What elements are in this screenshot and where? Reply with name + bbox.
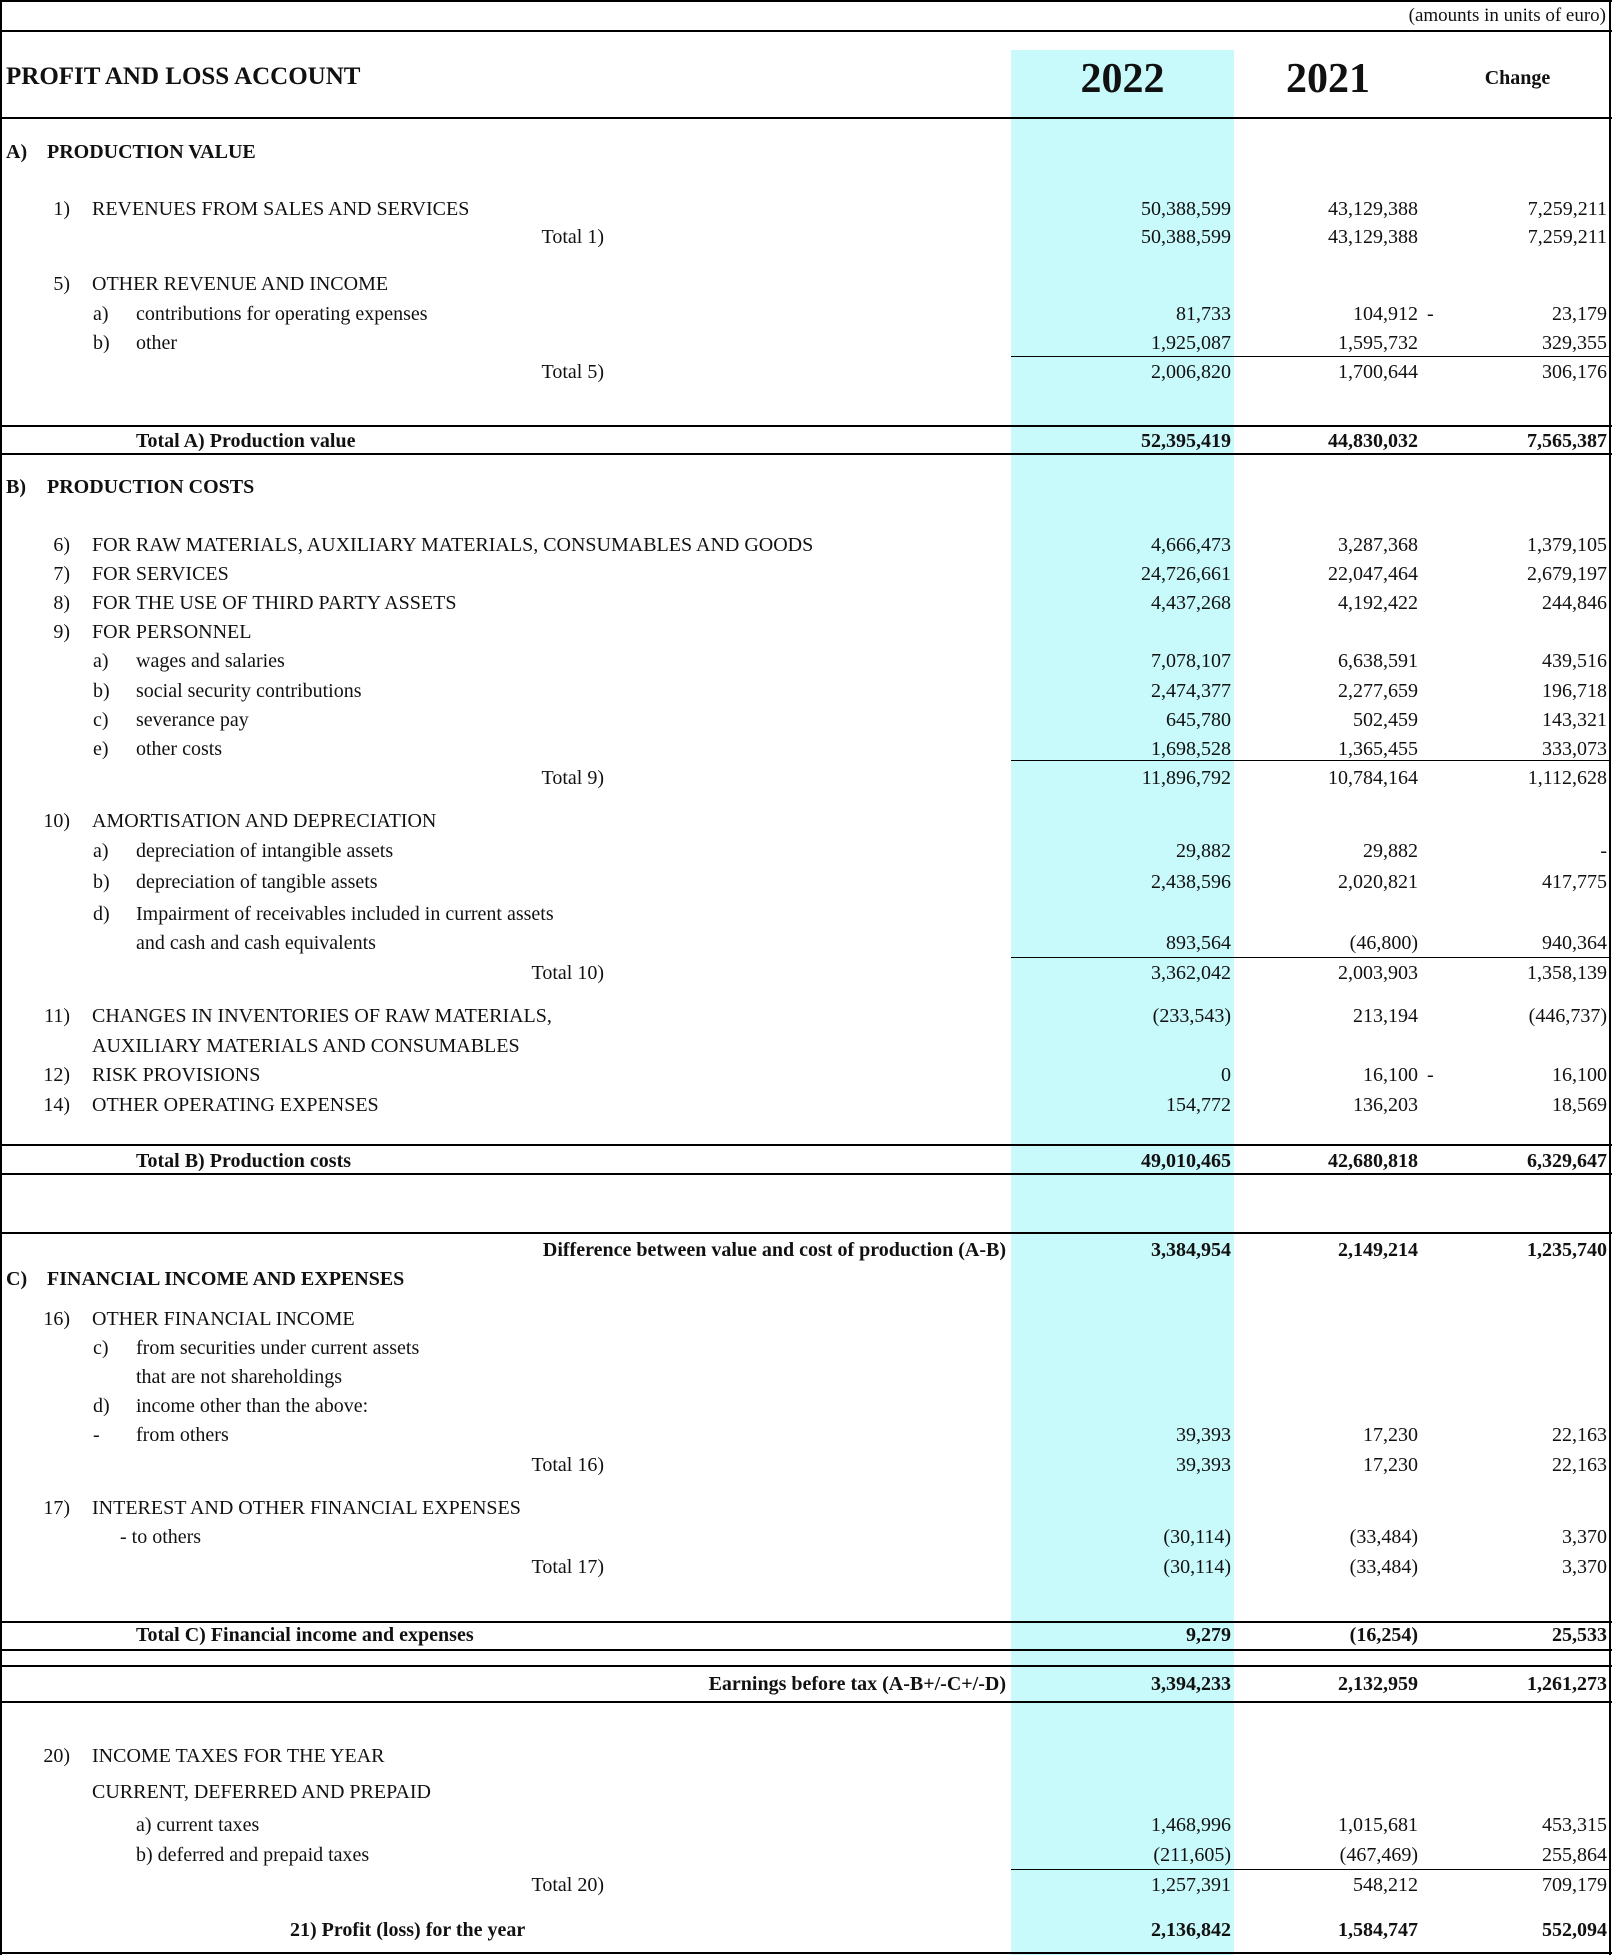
row-number: 12) (43, 1064, 70, 1086)
page-title: PROFIT AND LOSS ACCOUNT (6, 63, 361, 90)
row-label: 21) Profit (loss) for the year (290, 1919, 526, 1941)
value-2021: (46,800) (1349, 932, 1418, 954)
row-number: - (93, 1424, 100, 1446)
value-2022: 1,468,996 (1151, 1814, 1231, 1836)
table-rule (0, 1701, 1612, 1703)
value-2021: 22,047,464 (1328, 563, 1418, 585)
value-change: 18,569 (1552, 1094, 1607, 1116)
row-label: PRODUCTION COSTS (47, 476, 255, 498)
value-change: 25,533 (1552, 1624, 1607, 1646)
row-label: from securities under current assets (136, 1337, 420, 1359)
row-number: B) (6, 476, 26, 498)
row-label: other costs (136, 738, 223, 760)
value-2022: 24,726,661 (1141, 563, 1231, 585)
row-label: FOR RAW MATERIALS, AUXILIARY MATERIALS, CONSUMABLES AND GOODS (92, 534, 814, 556)
value-change: 22,163 (1552, 1454, 1607, 1476)
table-border-vertical (0, 0, 2, 1955)
row-number: 9) (53, 621, 70, 643)
row-label: income other than the above: (136, 1395, 369, 1417)
row-label: FINANCIAL INCOME AND EXPENSES (47, 1268, 405, 1290)
value-change: 3,370 (1562, 1556, 1607, 1578)
column-header-change: Change (1484, 67, 1551, 89)
value-2022: 49,010,465 (1141, 1150, 1231, 1172)
row-label: Total B) Production costs (136, 1150, 352, 1172)
row-label: Total 16) (531, 1454, 604, 1476)
row-number: a) (93, 303, 109, 325)
table-rule (0, 30, 1612, 32)
table-rule (0, 0, 1612, 2)
row-label: Total 20) (531, 1874, 604, 1896)
value-2021: 4,192,422 (1338, 592, 1418, 614)
value-2022: 3,384,954 (1151, 1239, 1231, 1261)
value-2022: 2,136,842 (1151, 1919, 1231, 1941)
table-rule (0, 1665, 1612, 1667)
row-label: depreciation of tangible assets (136, 871, 378, 893)
row-label: Total 10) (531, 962, 604, 984)
row-label: INTEREST AND OTHER FINANCIAL EXPENSES (92, 1497, 521, 1519)
table-rule (0, 1649, 1612, 1651)
value-2021: 1,584,747 (1338, 1919, 1418, 1941)
value-change: 2,679,197 (1527, 563, 1607, 585)
value-change: 6,329,647 (1527, 1150, 1607, 1172)
row-label: social security contributions (136, 680, 362, 702)
units-note: (amounts in units of euro) (1408, 5, 1606, 26)
row-label: FOR PERSONNEL (92, 621, 252, 643)
value-2022: 645,780 (1166, 709, 1231, 731)
table-rule (0, 1232, 1612, 1234)
row-label: from others (136, 1424, 229, 1446)
row-number: e) (93, 738, 109, 760)
value-2022: 1,925,087 (1151, 332, 1231, 354)
value-2022: 1,698,528 (1151, 738, 1231, 760)
value-2021: (16,254) (1349, 1624, 1418, 1646)
row-label: CHANGES IN INVENTORIES OF RAW MATERIALS, (92, 1005, 552, 1027)
value-change: 1,358,139 (1527, 962, 1607, 984)
value-2021: 44,830,032 (1328, 430, 1418, 452)
subtotal-rule (1011, 760, 1611, 761)
row-label: OTHER OPERATING EXPENSES (92, 1094, 379, 1116)
value-2021: 2,149,214 (1338, 1239, 1418, 1261)
row-label: Total 9) (541, 767, 604, 789)
row-label: a) current taxes (136, 1814, 260, 1836)
row-number: a) (93, 840, 109, 862)
value-change: 244,846 (1542, 592, 1607, 614)
row-label: PRODUCTION VALUE (47, 141, 256, 163)
row-label: REVENUES FROM SALES AND SERVICES (92, 198, 470, 220)
row-number: a) (93, 650, 109, 672)
row-number: c) (93, 709, 109, 731)
value-2021: 17,230 (1363, 1454, 1418, 1476)
value-2021: 42,680,818 (1328, 1150, 1418, 1172)
value-2021: 136,203 (1353, 1094, 1418, 1116)
value-change: 23,179 (1552, 303, 1607, 325)
row-number: 14) (43, 1094, 70, 1116)
value-change: 1,261,273 (1527, 1673, 1607, 1695)
row-number: c) (93, 1337, 109, 1359)
row-label: AUXILIARY MATERIALS AND CONSUMABLES (92, 1035, 520, 1057)
value-change: - (1600, 840, 1607, 862)
value-2022: 4,437,268 (1151, 592, 1231, 614)
value-change: 3,370 (1562, 1526, 1607, 1548)
value-change: 7,565,387 (1527, 430, 1607, 452)
value-2022: 29,882 (1176, 840, 1231, 862)
value-change: 1,379,105 (1527, 534, 1607, 556)
value-2021: 3,287,368 (1338, 534, 1418, 556)
row-label: - to others (120, 1526, 202, 1548)
value-2022: 50,388,599 (1141, 198, 1231, 220)
value-2022: (30,114) (1163, 1556, 1231, 1578)
row-label: FOR SERVICES (92, 563, 229, 585)
row-label: OTHER REVENUE AND INCOME (92, 273, 389, 295)
row-number: b) (93, 680, 110, 702)
value-2022: 9,279 (1186, 1624, 1231, 1646)
row-number: d) (93, 903, 110, 925)
row-number: b) (93, 332, 110, 354)
value-2021: 17,230 (1363, 1424, 1418, 1446)
row-label: Total 17) (531, 1556, 604, 1578)
row-label: severance pay (136, 709, 249, 731)
value-2021: 104,912 (1353, 303, 1418, 325)
row-label: contributions for operating expenses (136, 303, 428, 325)
value-2021: 16,100 (1363, 1064, 1418, 1086)
value-2021: 29,882 (1363, 840, 1418, 862)
negative-sign: - (1427, 303, 1434, 325)
value-change: 453,315 (1542, 1814, 1607, 1836)
row-label: that are not shareholdings (136, 1366, 343, 1388)
row-label: OTHER FINANCIAL INCOME (92, 1308, 355, 1330)
row-label: CURRENT, DEFERRED AND PREPAID (92, 1781, 431, 1803)
value-2022: 154,772 (1166, 1094, 1231, 1116)
value-2022: 50,388,599 (1141, 226, 1231, 248)
value-change: (446,737) (1528, 1005, 1607, 1027)
table-rule (0, 453, 1612, 455)
value-change: 306,176 (1542, 361, 1607, 383)
row-label: AMORTISATION AND DEPRECIATION (92, 810, 437, 832)
value-2021: 2,132,959 (1338, 1673, 1418, 1695)
value-2021: 1,015,681 (1338, 1814, 1418, 1836)
column-header-2021: 2021 (1286, 56, 1370, 102)
row-number: A) (6, 141, 28, 163)
row-label: Difference between value and cost of production (A-B) (542, 1239, 1006, 1261)
row-number: 5) (53, 273, 70, 295)
value-change: 255,864 (1542, 1844, 1607, 1866)
row-number: 7) (53, 563, 70, 585)
row-label: and cash and cash equivalents (136, 932, 376, 954)
row-number: 11) (44, 1005, 70, 1027)
row-number: 20) (43, 1745, 70, 1767)
value-2022: 3,394,233 (1151, 1673, 1231, 1695)
value-2022: 893,564 (1166, 932, 1231, 954)
table-rule (0, 425, 1612, 427)
value-change: 16,100 (1552, 1064, 1607, 1086)
value-2022: 52,395,419 (1141, 430, 1231, 452)
value-2021: (467,469) (1339, 1844, 1418, 1866)
row-number: 6) (53, 534, 70, 556)
subtotal-rule (1011, 1869, 1611, 1870)
value-2022: 3,362,042 (1151, 962, 1231, 984)
row-number: 1) (53, 198, 70, 220)
value-2022: 7,078,107 (1151, 650, 1231, 672)
value-change: 439,516 (1542, 650, 1607, 672)
row-number: 17) (43, 1497, 70, 1519)
value-2022: (233,543) (1152, 1005, 1231, 1027)
row-label: Total C) Financial income and expenses (136, 1624, 474, 1646)
row-label: Impairment of receivables included in current assets (136, 903, 554, 925)
value-2021: 10,784,164 (1328, 767, 1418, 789)
row-number: 10) (43, 810, 70, 832)
value-2021: 1,365,455 (1338, 738, 1418, 760)
row-label: INCOME TAXES FOR THE YEAR (92, 1745, 385, 1767)
value-change: 709,179 (1542, 1874, 1607, 1896)
negative-sign: - (1427, 1064, 1434, 1086)
row-number: C) (6, 1268, 28, 1290)
value-change: 333,073 (1542, 738, 1607, 760)
value-2021: 1,700,644 (1338, 361, 1418, 383)
row-label: RISK PROVISIONS (92, 1064, 261, 1086)
value-2021: 43,129,388 (1328, 226, 1418, 248)
row-number: 8) (53, 592, 70, 614)
row-label: Earnings before tax (A-B+/-C+/-D) (708, 1673, 1006, 1695)
row-label: b) deferred and prepaid taxes (136, 1844, 370, 1866)
table-rule (0, 1173, 1612, 1175)
row-label: wages and salaries (136, 650, 285, 672)
value-2021: (33,484) (1349, 1526, 1418, 1548)
value-change: 196,718 (1542, 680, 1607, 702)
value-change: 940,364 (1542, 932, 1607, 954)
value-2022: (30,114) (1163, 1526, 1231, 1548)
row-label: Total A) Production value (136, 430, 356, 452)
value-2022: 2,474,377 (1151, 680, 1231, 702)
value-change: 7,259,211 (1527, 198, 1607, 220)
value-2021: 2,003,903 (1338, 962, 1418, 984)
column-header-2022: 2022 (1080, 56, 1165, 102)
value-2021: (33,484) (1349, 1556, 1418, 1578)
value-change: 22,163 (1552, 1424, 1607, 1446)
row-label: Total 1) (541, 226, 604, 248)
value-change: 329,355 (1542, 332, 1607, 354)
value-2021: 43,129,388 (1328, 198, 1418, 220)
table-rule (0, 117, 1612, 119)
value-change: 552,094 (1542, 1919, 1607, 1941)
value-change: 7,259,211 (1527, 226, 1607, 248)
value-2022: (211,605) (1153, 1844, 1231, 1866)
row-label: depreciation of intangible assets (136, 840, 394, 862)
value-2022: 39,393 (1176, 1424, 1231, 1446)
value-2021: 213,194 (1353, 1005, 1418, 1027)
table-rule (0, 1144, 1612, 1146)
value-2021: 1,595,732 (1338, 332, 1418, 354)
value-2021: 2,020,821 (1338, 871, 1418, 893)
value-change: 143,321 (1542, 709, 1607, 731)
value-2022: 81,733 (1176, 303, 1231, 325)
value-change: 417,775 (1542, 871, 1607, 893)
value-2022: 1,257,391 (1151, 1874, 1231, 1896)
row-label: FOR THE USE OF THIRD PARTY ASSETS (92, 592, 457, 614)
value-2022: 0 (1221, 1064, 1231, 1086)
table-border-vertical (1609, 0, 1611, 1955)
table-rule (0, 1952, 1612, 1954)
row-label: other (136, 332, 178, 354)
value-2021: 2,277,659 (1338, 680, 1418, 702)
row-number: b) (93, 871, 110, 893)
subtotal-rule (1011, 957, 1611, 958)
value-2022: 11,896,792 (1141, 767, 1231, 789)
value-2022: 2,438,596 (1151, 871, 1231, 893)
value-2021: 548,212 (1353, 1874, 1418, 1896)
value-change: 1,112,628 (1527, 767, 1607, 789)
row-number: d) (93, 1395, 110, 1417)
value-2021: 502,459 (1353, 709, 1418, 731)
value-change: 1,235,740 (1527, 1239, 1607, 1261)
value-2022: 4,666,473 (1151, 534, 1231, 556)
row-number: 16) (43, 1308, 70, 1330)
value-2021: 6,638,591 (1338, 650, 1418, 672)
subtotal-rule (1011, 356, 1611, 357)
row-label: Total 5) (541, 361, 604, 383)
value-2022: 2,006,820 (1151, 361, 1231, 383)
value-2022: 39,393 (1176, 1454, 1231, 1476)
